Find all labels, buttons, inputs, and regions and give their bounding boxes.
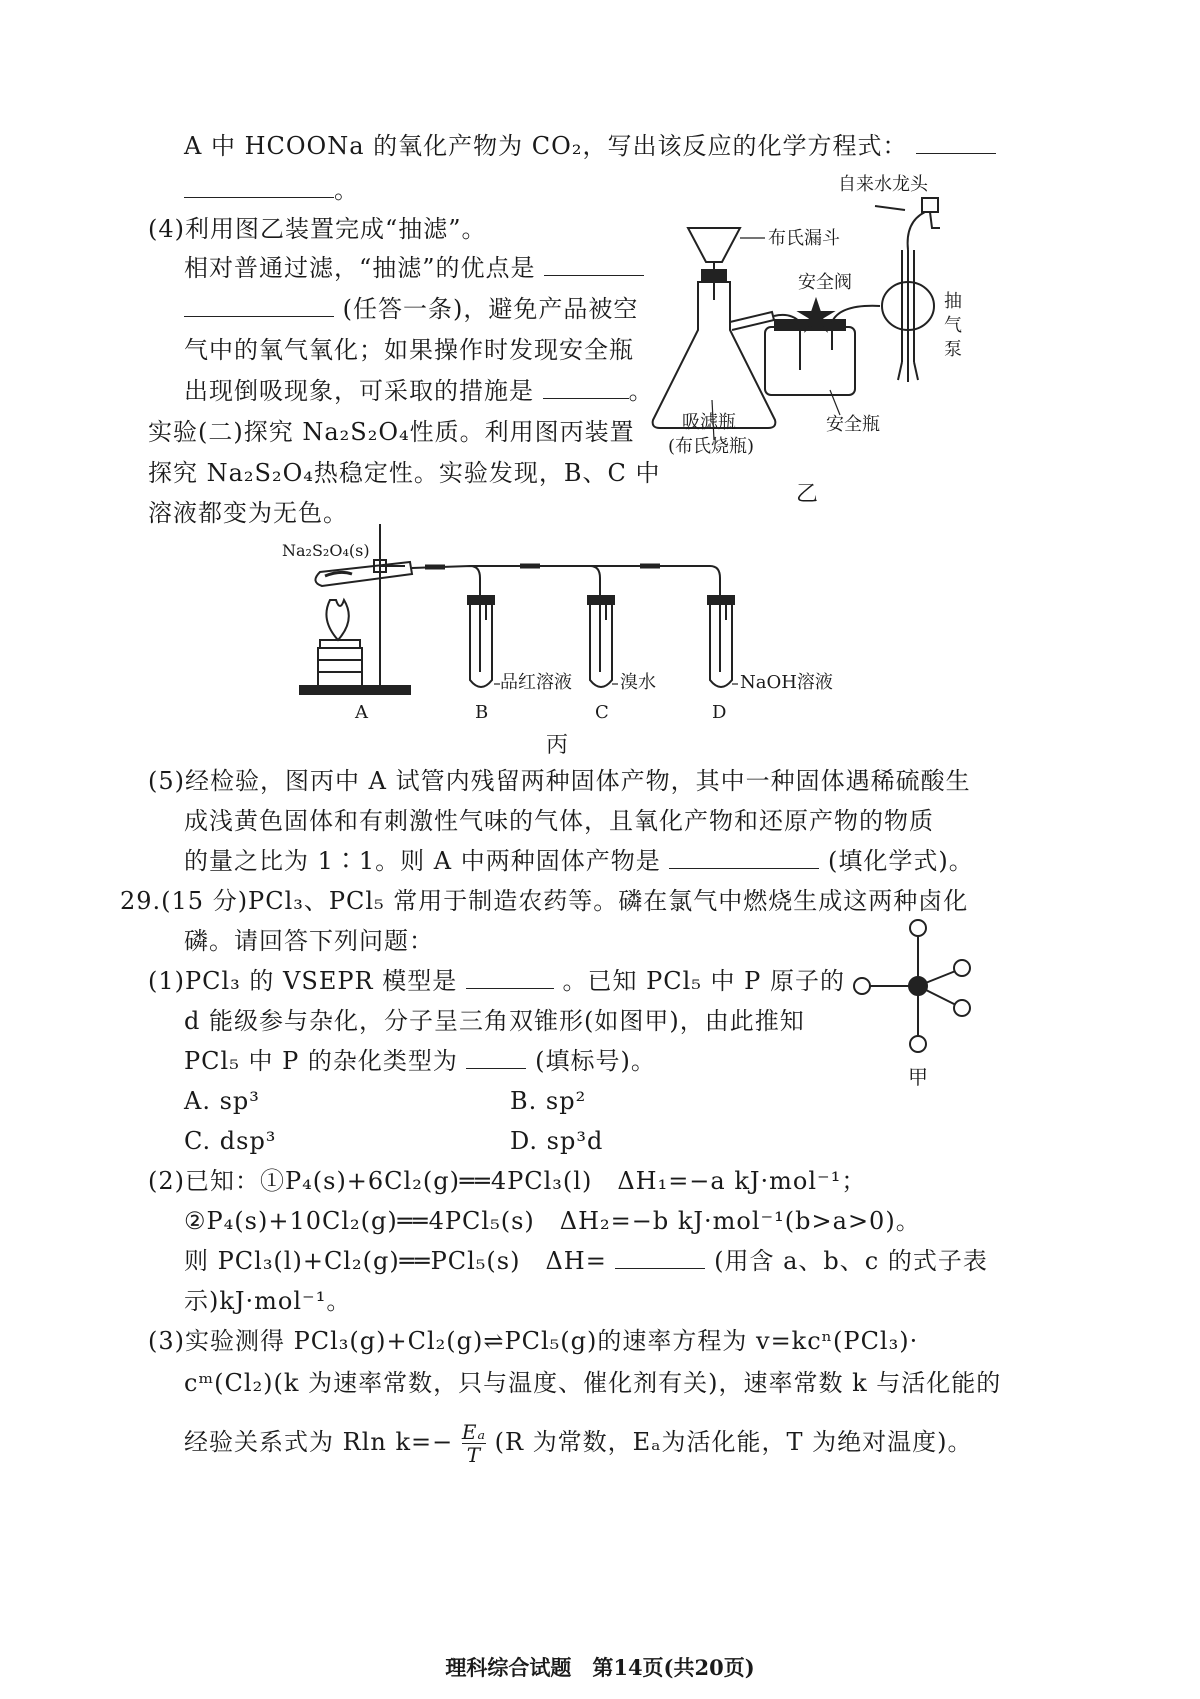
q4-line2 <box>184 253 644 283</box>
q4-line5-text: 出现倒吸现象，可采取的措施是 <box>184 377 534 405</box>
activation-energy-fraction <box>462 1421 486 1466</box>
q29-p2-line1: (2)已知：①P₄(s)+6Cl₂(g)══4PCl₃(l) ΔH₁=−a kJ·mol⁻¹； <box>148 1167 867 1195</box>
q29-p2-line2: ②P₄(s)+10Cl₂(g)══4PCl₅(s) ΔH₂=−b kJ·mol⁻¹(b>a>0)。 <box>184 1207 921 1235</box>
label-safety-bottle: 安全瓶 <box>826 414 880 435</box>
label-pump-char-3: 泵 <box>944 339 962 360</box>
option-a[interactable]: A. sp³ <box>184 1087 260 1115</box>
q29-p1-line1-end: 。已知 PCl₅ 中 P 原子的 <box>562 967 845 995</box>
answer-blank-vsepr[interactable] <box>466 966 554 989</box>
exp2-line2: 探究 Na₂S₂O₄热稳定性。实验发现，B、C 中 <box>148 459 661 487</box>
q4-line5-end: 。 <box>628 377 654 405</box>
option-c[interactable]: C. dsp³ <box>184 1127 277 1155</box>
label-pump <box>944 290 964 362</box>
answer-blank-hybridization[interactable] <box>466 1046 526 1069</box>
q29-p3-line3-text: 经验关系式为 Rln k=− <box>184 1428 454 1456</box>
fraction-numerator: Eₐ <box>461 1420 486 1444</box>
figure-bing-caption: 丙 <box>546 733 569 758</box>
q5-line3 <box>184 846 974 876</box>
option-d[interactable]: D. sp³d <box>510 1127 604 1155</box>
label-reagent: Na₂S₂O₄(s) <box>282 541 370 560</box>
q29-p1-line3 <box>184 1046 656 1076</box>
label-tube-b: B <box>475 702 489 723</box>
label-tube-d: D <box>712 702 727 723</box>
label-tube-c: C <box>595 702 609 723</box>
answer-blank-advantage-cont[interactable] <box>184 294 334 317</box>
exp2-line3: 溶液都变为无色。 <box>148 499 348 527</box>
q5-line2: 成浅黄色固体和有刺激性气味的气体，且氧化产物和还原产物的物质 <box>184 807 934 835</box>
q4-line1: (4)利用图乙装置完成“抽滤”。 <box>148 215 487 243</box>
q29-header-line2: 磷。请回答下列问题： <box>184 927 434 955</box>
q29-p3-line3 <box>184 1418 972 1466</box>
q29-p2-line4: 示)kJ·mol⁻¹。 <box>184 1287 352 1315</box>
q28-line1 <box>184 131 996 161</box>
q4-line3 <box>184 294 638 324</box>
option-b[interactable]: B. sp² <box>510 1087 587 1115</box>
test-tube-d-shape <box>708 596 734 687</box>
test-tube-c-shape <box>588 596 614 687</box>
label-tap: 自来水龙头 <box>838 174 928 195</box>
q29-p3-line2: cᵐ(Cl₂)(k 为速率常数，只与温度、催化剂有关)，速率常数 k 与活化能的 <box>184 1369 1002 1397</box>
answer-blank-equation[interactable] <box>916 131 996 154</box>
q5-line3-text: 的量之比为 1∶1。则 A 中两种固体产物是 <box>184 847 661 875</box>
safety-bottle-shape <box>765 327 855 395</box>
q4-line3-text: (任答一条)，避免产品被空 <box>342 295 639 323</box>
label-solution-d: NaOH溶液 <box>740 672 833 693</box>
fraction-denominator: T <box>466 1443 482 1467</box>
label-solution-c: 溴水 <box>620 672 656 693</box>
q29-p1-line1 <box>148 966 845 996</box>
q29-p1-line3-text: PCl₅ 中 P 的杂化类型为 <box>184 1047 458 1075</box>
figure-yi-caption: 乙 <box>796 482 819 507</box>
page-footer: 理科综合试题 第14页(共20页) <box>445 1655 755 1680</box>
alcohol-lamp-shape <box>318 648 362 688</box>
test-tube-a-shape <box>315 562 412 586</box>
q29-p2-line3-text: 则 PCl₃(l)+Cl₂(g)══PCl₅(s) ΔH= <box>184 1247 607 1275</box>
q29-p1-line3-end: (填标号)。 <box>535 1047 656 1075</box>
aspirator-pump-shape <box>882 282 934 330</box>
figure-jia-caption: 甲 <box>908 1065 928 1089</box>
q28-line2 <box>184 175 359 205</box>
exp2-line1: 实验(二)探究 Na₂S₂O₄性质。利用图丙装置 <box>148 418 635 446</box>
q29-p2-line3 <box>184 1246 988 1276</box>
answer-blank-measure[interactable] <box>543 376 629 399</box>
label-tube-a: A <box>355 702 368 723</box>
answer-blank-advantage[interactable] <box>544 253 644 276</box>
label-pump-char-1: 抽 <box>944 291 962 312</box>
q28-line1-text: A 中 HCOONa 的氧化产物为 CO₂，写出该反应的化学方程式： <box>184 132 908 160</box>
safety-valve-shape <box>800 300 832 330</box>
label-solution-b: 品红溶液 <box>500 672 572 693</box>
label-filter-flask: 吸滤瓶 <box>682 412 736 433</box>
label-safety-valve: 安全阀 <box>798 272 852 293</box>
q5-line3-end: (填化学式)。 <box>828 847 974 875</box>
answer-blank-equation-cont[interactable] <box>184 175 334 198</box>
q4-line4: 气中的氧气氧化；如果操作时发现安全瓶 <box>184 336 634 364</box>
q28-line2-end: 。 <box>334 176 359 204</box>
label-pump-char-2: 气 <box>944 315 962 336</box>
test-tube-b-shape <box>468 596 494 687</box>
filter-flask-shape <box>653 282 776 428</box>
q4-line2-text: 相对普通过滤，“抽滤”的优点是 <box>184 254 536 282</box>
label-filter-flask-alt: (布氏烧瓶) <box>668 436 755 457</box>
q29-p3-line1: (3)实验测得 PCl₃(g)+Cl₂(g)⇌PCl₅(g)的速率方程为 v=kcⁿ(PCl₃)· <box>148 1327 919 1355</box>
buchner-funnel-shape <box>688 228 740 262</box>
answer-blank-delta-h[interactable] <box>615 1246 705 1269</box>
q29-p2-line3-end: (用含 a、b、c 的式子表 <box>714 1247 988 1275</box>
q4-line5 <box>184 376 654 406</box>
answer-blank-products[interactable] <box>669 846 819 869</box>
q29-p1-line1-text: (1)PCl₃ 的 VSEPR 模型是 <box>148 967 458 995</box>
q5-line1: (5)经检验，图丙中 A 试管内残留两种固体产物，其中一种固体遇稀硫酸生 <box>148 767 971 795</box>
q29-header-line1: 29.(15 分)PCl₃、PCl₅ 常用于制造农药等。磷在氯气中燃烧生成这两种卤化 <box>120 887 969 915</box>
q29-p1-line2: d 能级参与杂化，分子呈三角双锥形(如图甲)，由此推知 <box>184 1007 805 1035</box>
q29-p3-line3-end: (R 为常数，Eₐ为活化能，T 为绝对温度)。 <box>494 1428 973 1456</box>
label-buchner-funnel: 布氏漏斗 <box>768 228 840 249</box>
